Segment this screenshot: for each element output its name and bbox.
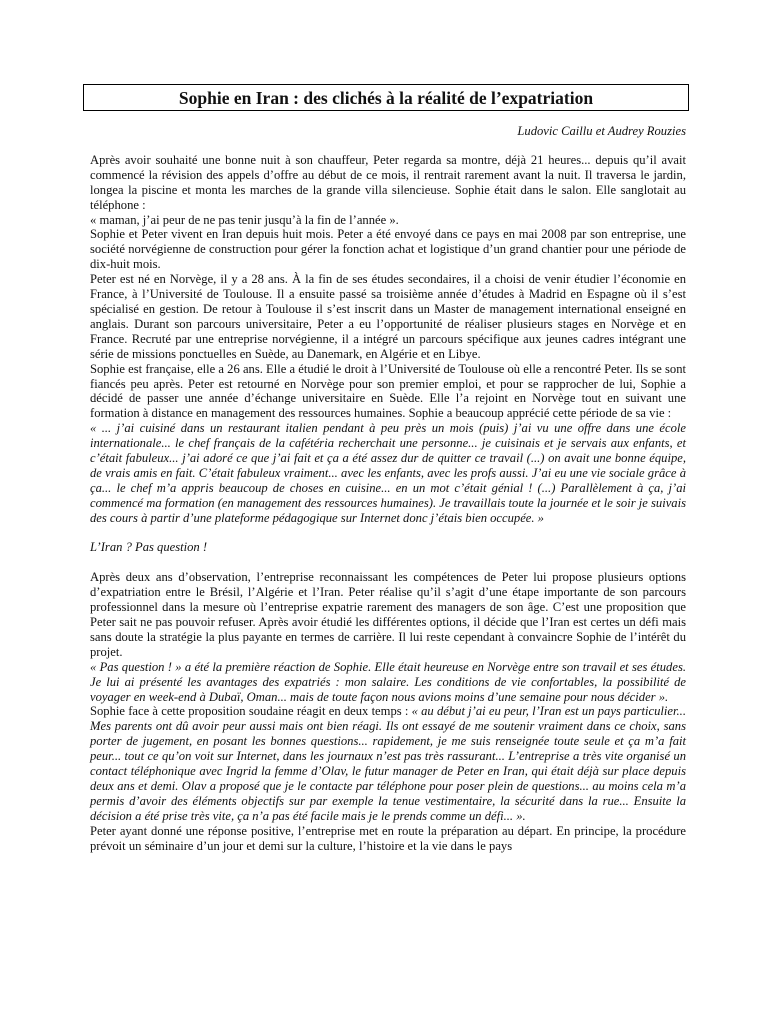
- paragraph-sophie-reaction: [90, 704, 686, 823]
- paragraph-expatriation-options: Après deux ans d’observation, l’entreprise reconnaissant les compétences de Peter lui propose plusieurs options d’expatriation entre le Brésil, l’Algérie et l’Iran. Peter réalise qu’il s’agit d’une étape importante de son parcours professionnel dans la mesure où l’entreprise expatrie rarement des managers de son âge. C’est une proposition que Peter sait ne pas pouvoir refuser. Après avoir étudié les différentes options, il décide que l’Iran est certes un défi mais sans doute la stratégie la plus payante en termes de carrière. Il lui reste cependant à convaincre Sophie de l’intérêt du projet.: [90, 570, 686, 659]
- paragraph-peter-background: Peter est né en Norvège, il y a 28 ans. À la fin de ses études secondaires, il a choisi de venir étudier l’économie en France, à l’Université de Toulouse. Il a ensuite passé sa troisième année d’études à Madrid en Espagne où il s’est spécialisé en gestion. De retour à Toulouse il s’est inscrit dans un Master de management international enseigné en anglais. Durant son parcours universitaire, Peter a eu l’opportunité de réaliser plusieurs stages en Norvège et en France. Recruté par une entreprise norvégienne, il a intégré un parcours spécifique aux jeunes cadres intégrant une série de missions ponctuelles en Suède, au Danemark, en Algérie et en Libye.: [90, 272, 686, 361]
- reaction-intro: Sophie face à cette proposition soudaine réagit en deux temps :: [90, 704, 412, 719]
- document-page: [90, 84, 686, 853]
- paragraph-sophie-background: Sophie est française, elle a 26 ans. Elle a étudié le droit à l’Université de Toulouse où elle a rencontré Peter. Ils se sont fiancés peu après. Peter est retourné en Norvège pour son premier emploi, et pour se rapprocher de lui, Sophie a décidé de passer une année d’échange universitaire en Suède. Elle l’a rejoint en Norvège tout en suivant une formation à distance en management des ressources humaines. Sophie a beaucoup apprécié cette période de sa vie :: [90, 361, 686, 421]
- paragraph-iran-arrival: Sophie et Peter vivent en Iran depuis huit mois. Peter a été envoyé dans ce pays en mai 2008 par son entreprise, une société norvégienne de construction pour gérer la fonction achat et logistique d’un grand chantier pour une période de dix-huit mois.: [90, 227, 686, 272]
- spacer: [90, 526, 686, 541]
- paragraph-intro: Après avoir souhaité une bonne nuit à son chauffeur, Peter regarda sa montre, déjà 21 heures... depuis qu’il avait commencé la révision des appels d’offre au début de ce mois, il rentrait rarement avant la nuit. Il traversa le jardin, longea la piscine et monta les marches de la grande villa silencieuse. Sophie était dans le salon. Elle sanglotait au téléphone :: [90, 152, 686, 212]
- reaction-quote: « au début j’ai eu peur, l’Iran est un pays particulier... Mes parents ont dû avoir peur aussi mais ont bien réagi. Ils ont essayé de me soutenir vraiment dans ce choix, sans porter de jugement, en posant les bonnes questions... rapidement, je me suis renseignée toute seule et ça m’a fait peur... tout ce qu’on voit sur Internet, dans les journaux n’est pas très rassurant... L’entreprise a très vite organisé un contact téléphonique avec Ingrid la femme d’Olav, le futur manager de Peter en Iran, qui était déjà sur place depuis deux ans et demi. Olav a proposé que je le contacte par téléphone pour poser plein de questions... au moins cela m’a permis d’avoir des éléments objectifs sur par exemple la tenue vestimentaire, la sécurité dans la rue... Ensuite la décision a été prise très vite, ça n’a pas été facile mais je le prends comme un défi... ».: [90, 704, 686, 823]
- paragraph-sophie-quote: « ... j’ai cuisiné dans un restaurant italien pendant à peu près un mois (puis) j’ai vu une offre dans une école internationale... le chef français de la cafétéria recherchait une personne... je cuisinais et je servais aux enfants, et c’était fabuleux... j’ai adoré ce que j’ai fait et ça a été assez dur de quitter ce travail (...) on avait une bonne équipe, de vrais amis en fait. C’était fabuleux vraiment... avec les enfants, avec les profs aussi. J’ai eu une vie sociale grâce à ça... le chef m’a appris beaucoup de choses en cuisine... en un mot c’était génial ! (...) Parallèlement à ça, j’ai commencé ma formation (en management des ressources humaines). Je travaillais toute la journée et le soir je suivais des cours à partir d’une plateforme pédagogique sur Internet donc j’étais bien occupée. »: [90, 421, 686, 525]
- document-title: Sophie en Iran : des clichés à la réalité de l’expatriation: [83, 84, 689, 111]
- paragraph-preparation: Peter ayant donné une réponse positive, l’entreprise met en route la préparation au départ. En principe, la procédure prévoit un séminaire d’un jour et demi sur la culture, l’histoire et la vie dans le pays: [90, 823, 686, 853]
- paragraph-quote-mother: « maman, j’ai peur de ne pas tenir jusqu’à la fin de l’année ».: [90, 212, 399, 227]
- spacer: [90, 555, 686, 570]
- section-heading: L’Iran ? Pas question !: [90, 540, 208, 555]
- authors-line: Ludovic Caillu et Audrey Rouzies: [517, 124, 686, 138]
- paragraph-pas-question: « Pas question ! » a été la première réaction de Sophie. Elle était heureuse en Norvège entre son travail et ses études. Je lui ai présenté les avantages des expatriés : mon salaire. Les conditions de vie confortables, la possibilité de voyager en week-end à Dubaï, Oman... mais de toute façon nous avions moins d’une semaine pour nous décider ».: [90, 659, 686, 704]
